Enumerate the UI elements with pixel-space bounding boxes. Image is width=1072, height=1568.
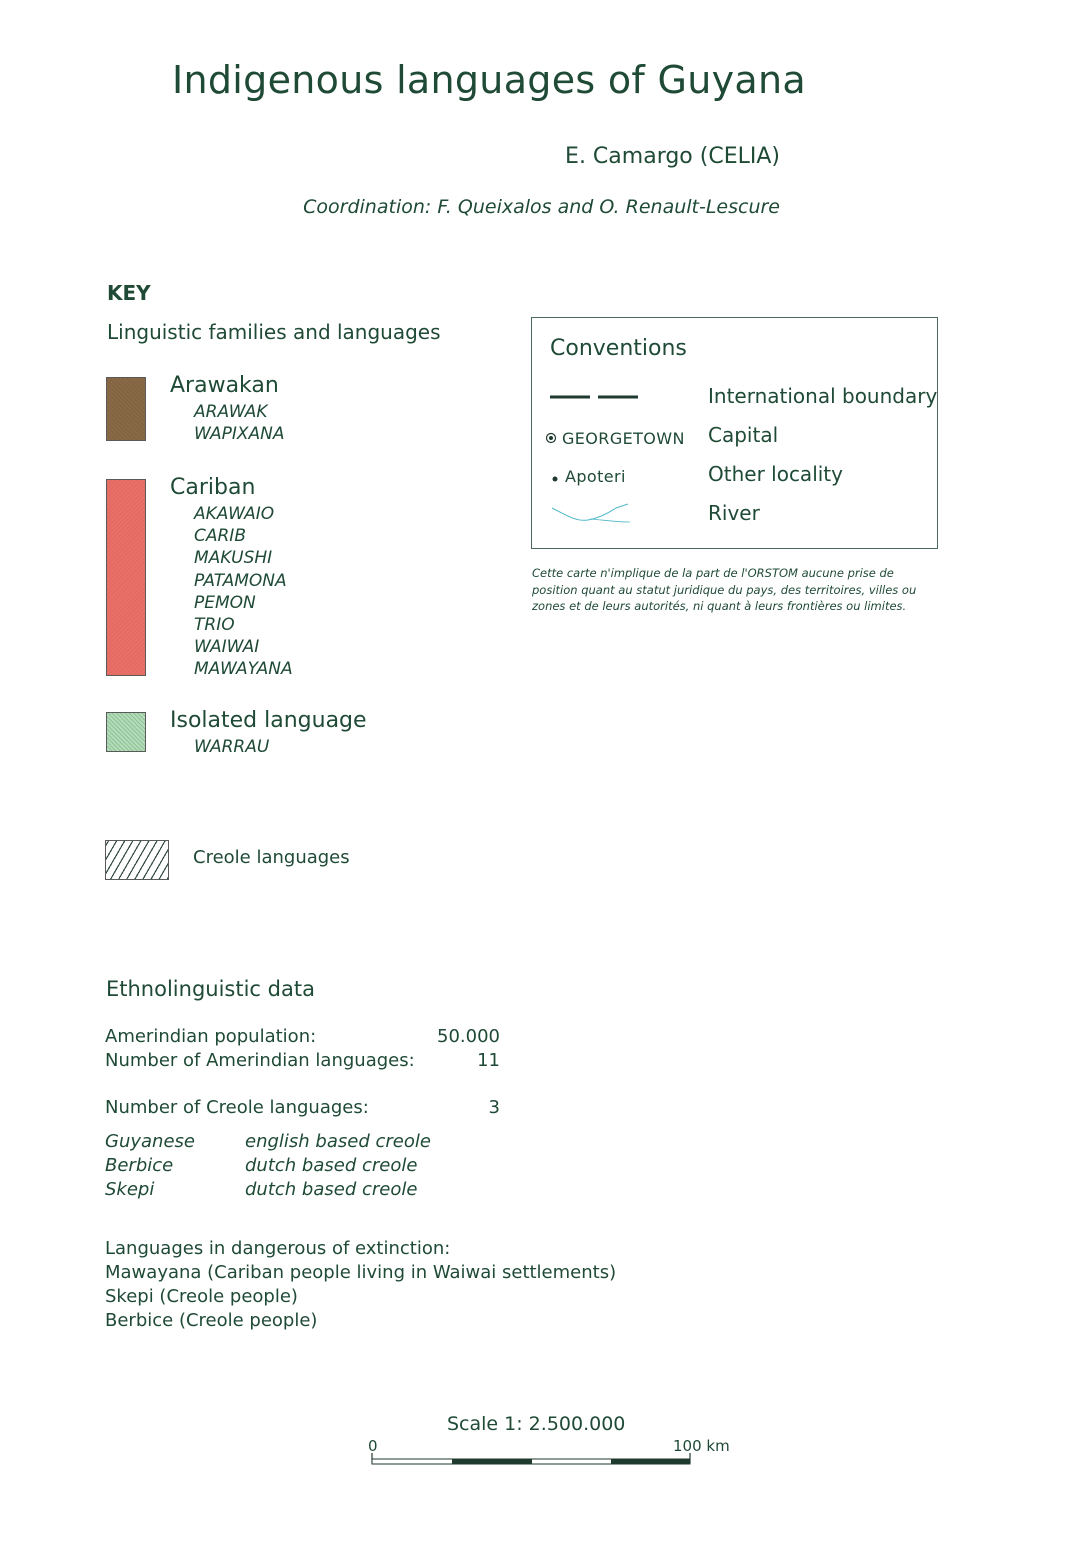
extinction-item: Mawayana (Cariban people living in Waiwai settlements) xyxy=(105,1262,617,1283)
disclaimer-text: Cette carte n'implique de la part de l'ORSTOM aucune prise de position quant au statut juridique du pays, des territoires, villes ou zones et de leurs autorités, ni quant à leurs frontières ou limites. xyxy=(532,566,917,613)
convention-label-locality: Other locality xyxy=(708,462,843,486)
language-item: MAWAYANA xyxy=(194,659,293,680)
creole-basis: dutch based creole xyxy=(245,1179,418,1200)
extinction-heading: Languages in dangerous of extinction: xyxy=(105,1238,451,1259)
creole-basis: english based creole xyxy=(245,1131,431,1152)
language-item: WAIWAI xyxy=(194,637,260,658)
population-value: 50.000 xyxy=(437,1026,500,1047)
capital-dot-icon xyxy=(545,432,557,444)
cariban-swatch xyxy=(106,479,146,676)
creole-label: Creole languages xyxy=(193,847,350,868)
creole-count-value: 3 xyxy=(488,1097,500,1118)
map-title: Indigenous languages of Guyana xyxy=(172,58,806,102)
key-heading: KEY xyxy=(107,281,151,305)
families-heading: Linguistic families and languages xyxy=(107,320,441,344)
scale-bar xyxy=(371,1452,693,1466)
family-name-cariban: Cariban xyxy=(170,475,256,500)
conventions-title: Conventions xyxy=(550,336,687,361)
extinction-item: Skepi (Creole people) xyxy=(105,1286,298,1307)
language-item: ARAWAK xyxy=(194,402,268,422)
extinction-block xyxy=(105,1237,616,1333)
language-item: MAKUSHI xyxy=(194,548,273,569)
locality-sample: Apoteri xyxy=(565,467,626,486)
languages-count-label: Number of Amerindian languages: xyxy=(105,1050,415,1071)
language-item: CARIB xyxy=(194,526,246,547)
language-item: AKAWAIO xyxy=(194,504,275,524)
family-name-isolated: Isolated language xyxy=(170,708,367,733)
ethnolinguistic-heading: Ethnolinguistic data xyxy=(106,977,315,1001)
creole-swatch xyxy=(105,840,169,880)
creole-name: Skepi xyxy=(105,1179,155,1200)
language-item: PATAMONA xyxy=(194,570,287,591)
river-line-icon xyxy=(550,500,632,526)
creole-name: Guyanese xyxy=(105,1131,195,1152)
extinction-item: Berbice (Creole people) xyxy=(105,1310,318,1331)
capital-sample: GEORGETOWN xyxy=(562,429,685,448)
isolated-swatch xyxy=(106,712,146,752)
arawakan-language-list xyxy=(194,401,284,445)
scale-label: Scale 1: 2.500.000 xyxy=(447,1413,626,1435)
scale-start: 0 xyxy=(368,1437,378,1455)
language-item: PEMON xyxy=(194,592,256,613)
population-label: Amerindian population: xyxy=(105,1026,317,1047)
cariban-language-list xyxy=(194,503,293,681)
arawakan-swatch xyxy=(106,377,146,441)
creole-name: Berbice xyxy=(105,1155,174,1176)
language-item: TRIO xyxy=(194,615,235,636)
dashed-line-icon xyxy=(550,392,640,402)
creole-count-label: Number of Creole languages: xyxy=(105,1097,369,1118)
language-item: WAPIXANA xyxy=(194,424,285,445)
convention-label-river: River xyxy=(708,501,760,525)
family-name-arawakan: Arawakan xyxy=(170,373,279,398)
scale-end: 100 km xyxy=(673,1437,730,1455)
languages-count-value: 11 xyxy=(477,1050,500,1071)
isolated-language-list xyxy=(194,736,269,758)
coordination: Coordination: F. Queixalos and O. Renault-Lescure xyxy=(303,196,780,218)
author: E. Camargo (CELIA) xyxy=(565,144,780,169)
convention-label-capital: Capital xyxy=(708,423,779,447)
creole-basis: dutch based creole xyxy=(245,1155,418,1176)
language-item: WARRAU xyxy=(194,737,270,757)
convention-label-boundary: International boundary xyxy=(708,384,938,408)
locality-dot-icon xyxy=(551,475,559,483)
